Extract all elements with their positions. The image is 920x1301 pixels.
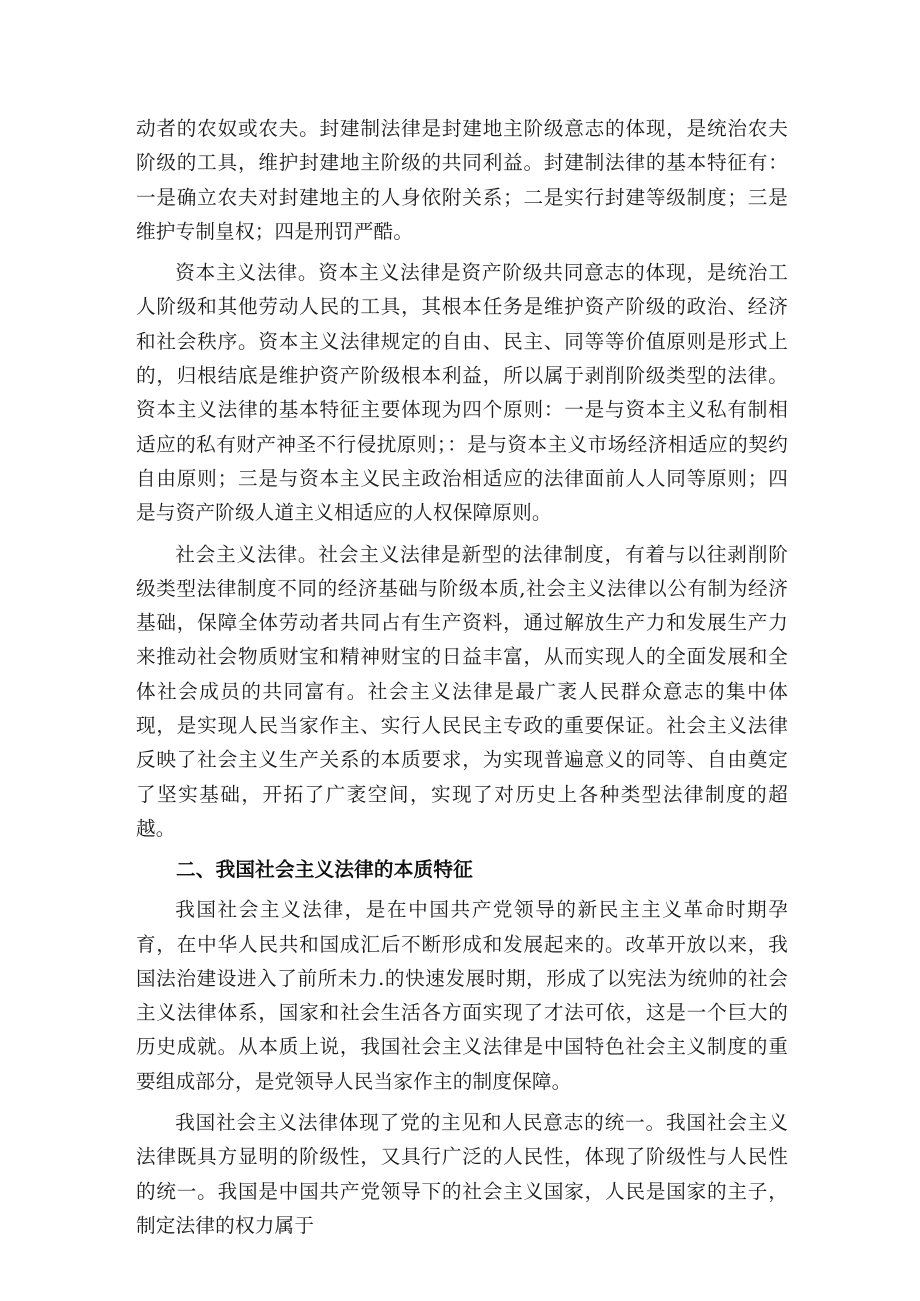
paragraph-party-and-people: 我国社会主义法律体现了党的主见和人民意志的统一。我国社会主义法律既具方显明的阶级性，又具行广泛的人民性，体现了阶级性与人民性的统一。我国是中国共产党领导下的社会主义国家，人民是国家的主子，制定法律的权力属于 bbox=[136, 1111, 788, 1237]
paragraph-feudal-law-continued: 动者的农奴或农夫。封建制法律是封建地主阶级意志的体现，是统治农夫阶级的工具，维护封建地主阶级的共同利益。封建制法律的基本特征有：一是确立农夫对封建地主的人身依附关系；二是实行封建等级制度；三是维护专制皇权；四是刑罚严酷。 bbox=[136, 117, 788, 243]
document-body bbox=[136, 112, 788, 1250]
section-heading: 二、我国社会主义法律的本质特征 bbox=[176, 858, 473, 882]
paragraph-socialist-law: 社会主义法律。社会主义法律是新型的法律制度，有着与以往剥削阶级类型法律制度不同的经济基础与阶级本质,社会主义法律以公有制为经济基础，保障全体劳动者共同占有生产资料，通过解放生产力和发展生产力来推动社会物质财宝和精神财宝的日益丰富，从而实现人的全面发展和全体社会成员的共同富有。社会主义法律是最广袤人民群众意志的集中体现，是实现人民当家作主、实行人民民主专政的重要保证。社会主义法律反映了社会主义生产关系的本质要求，为实现普遍意义的同等、自由奠定了坚实基础，开拓了广袤空间，实现了对历史上各种类型法律制度的超越。 bbox=[136, 542, 788, 840]
paragraph-our-socialist-law: 我国社会主义法律，是在中国共产党领导的新民主主义革命时期孕育，在中华人民共和国成汇后不断形成和发展起来的。改革开放以来，我国法治建设进入了前所未力.的快速发展时期，形成了以宪法为统帅的社会主义法律体系，国家和社会生活各方面实现了才法可依，这是一个巨大的历史成就。从本质上说，我国社会主义法律是中国特色社会主义制度的重要组成部分，是党领导人民当家作主的制度保障。 bbox=[136, 898, 788, 1093]
paragraph-capitalist-law: 资本主义法律。资本主义法律是资产阶级共同意志的体现，是统治工人阶级和其他劳动人民的工具，其根本任务是维护资产阶级的政治、经济和社会秩序。资本主义法律规定的自由、民主、同等等价值原则是形式上的，归根结底是维护资产阶级根本利益，所以属于剥削阶级类型的法律。资本主义法律的基本特征主要体现为四个原则：一是与资本主义私有制相适应的私有财产神圣不行侵扰原则；：是与资本主义市场经济相适应的契约自由原则；三是与资本主义民主政治相适应的法律面前人人同等原则；四是与资产阶级人道主义相适应的人权保障原则。 bbox=[136, 261, 788, 525]
